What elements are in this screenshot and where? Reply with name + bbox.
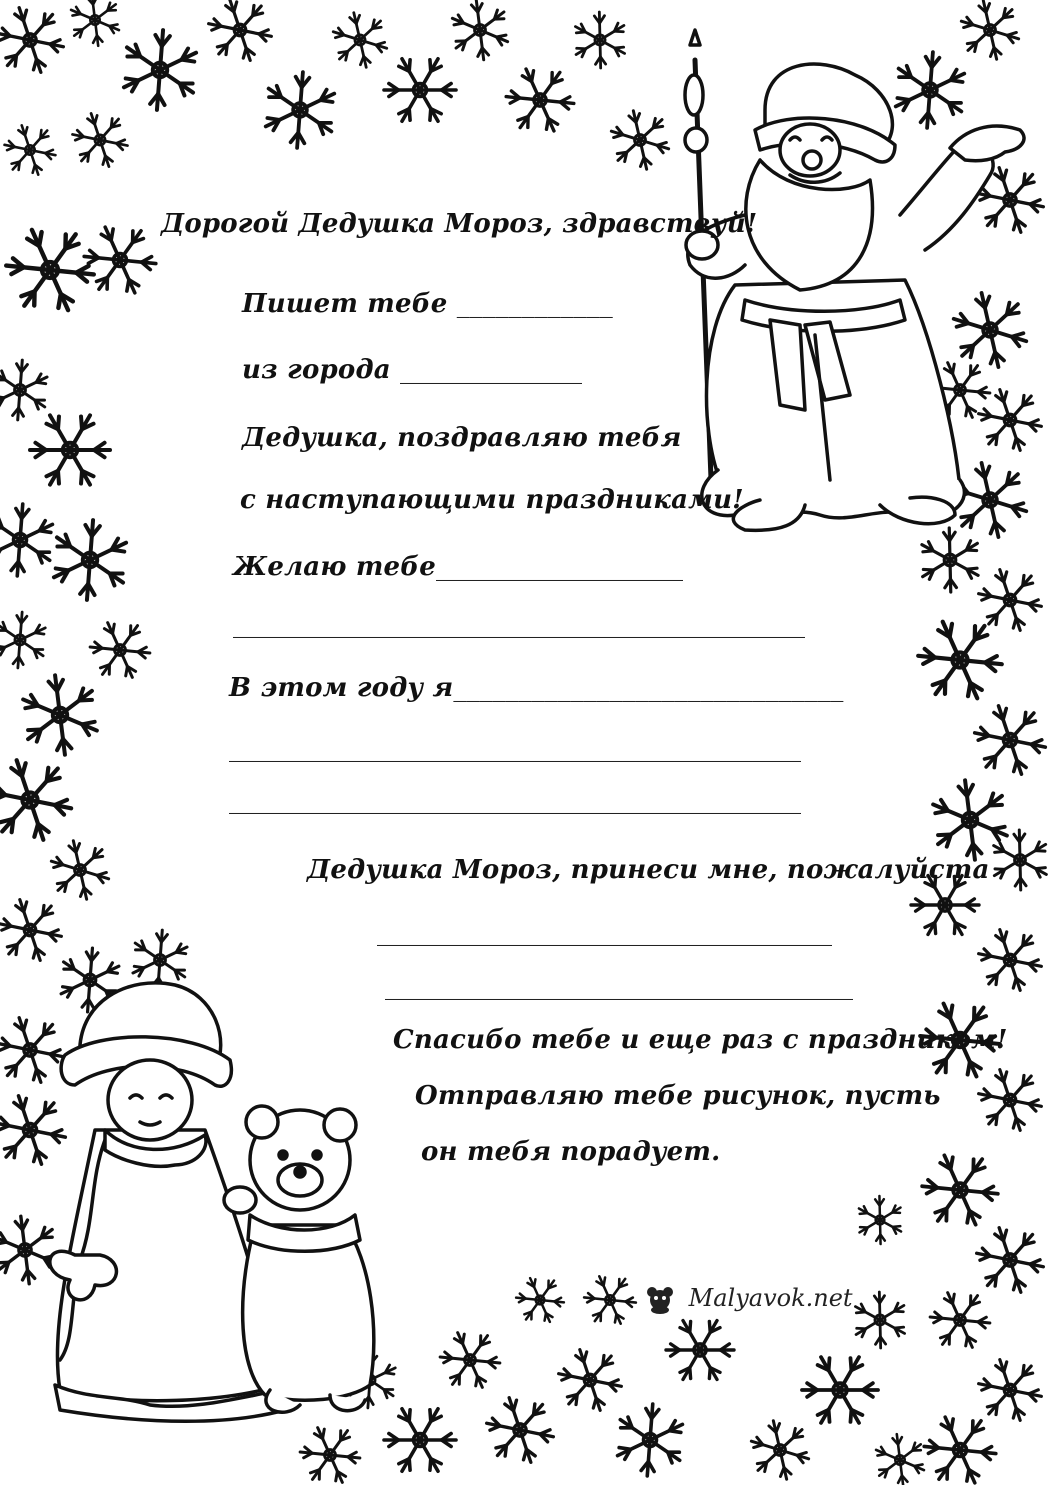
greeting-text: Дорогой Дедушка Мороз, здравствуй! [161,209,758,239]
writer-label: Пишет тебе [242,289,448,319]
year-label: В этом году я [229,673,454,703]
request-blank-2[interactable]: ____________________________________ [385,971,854,1001]
wish-blank[interactable]: ___________________ [436,552,684,582]
congrats-text-2: с наступающими праздниками! [240,485,744,515]
city-label: из города [242,355,391,385]
year-blank-3[interactable]: ____________________________________________ [229,785,802,815]
bear-icon [645,1286,675,1314]
watermark-text: Malyavok.net [688,1284,853,1312]
year-blank[interactable]: ______________________________ [453,673,844,703]
drawing-text-1: Отправляю тебе рисунок, пусть [415,1081,941,1111]
wish-blank-2[interactable]: ____________________________________________ [233,609,806,639]
city-blank[interactable]: ______________ [400,355,583,385]
request-text: Дедушка Мороз, принеси мне, пожалуйста [307,855,990,885]
year-blank-2[interactable]: ____________________________________________ [229,733,802,763]
congrats-text-1: Дедушка, поздравляю тебя [242,423,682,453]
drawing-line-2 [384,1104,720,1200]
wish-label: Желаю тебе [233,552,437,582]
drawing-text-2: он тебя порадует. [421,1137,721,1167]
request-blank-1[interactable]: ___________________________________ [377,917,833,947]
thanks-text: Спасибо тебе и еще раз с праздником! [393,1025,1008,1055]
watermark [645,1284,853,1314]
writer-blank[interactable]: ____________ [456,289,613,319]
